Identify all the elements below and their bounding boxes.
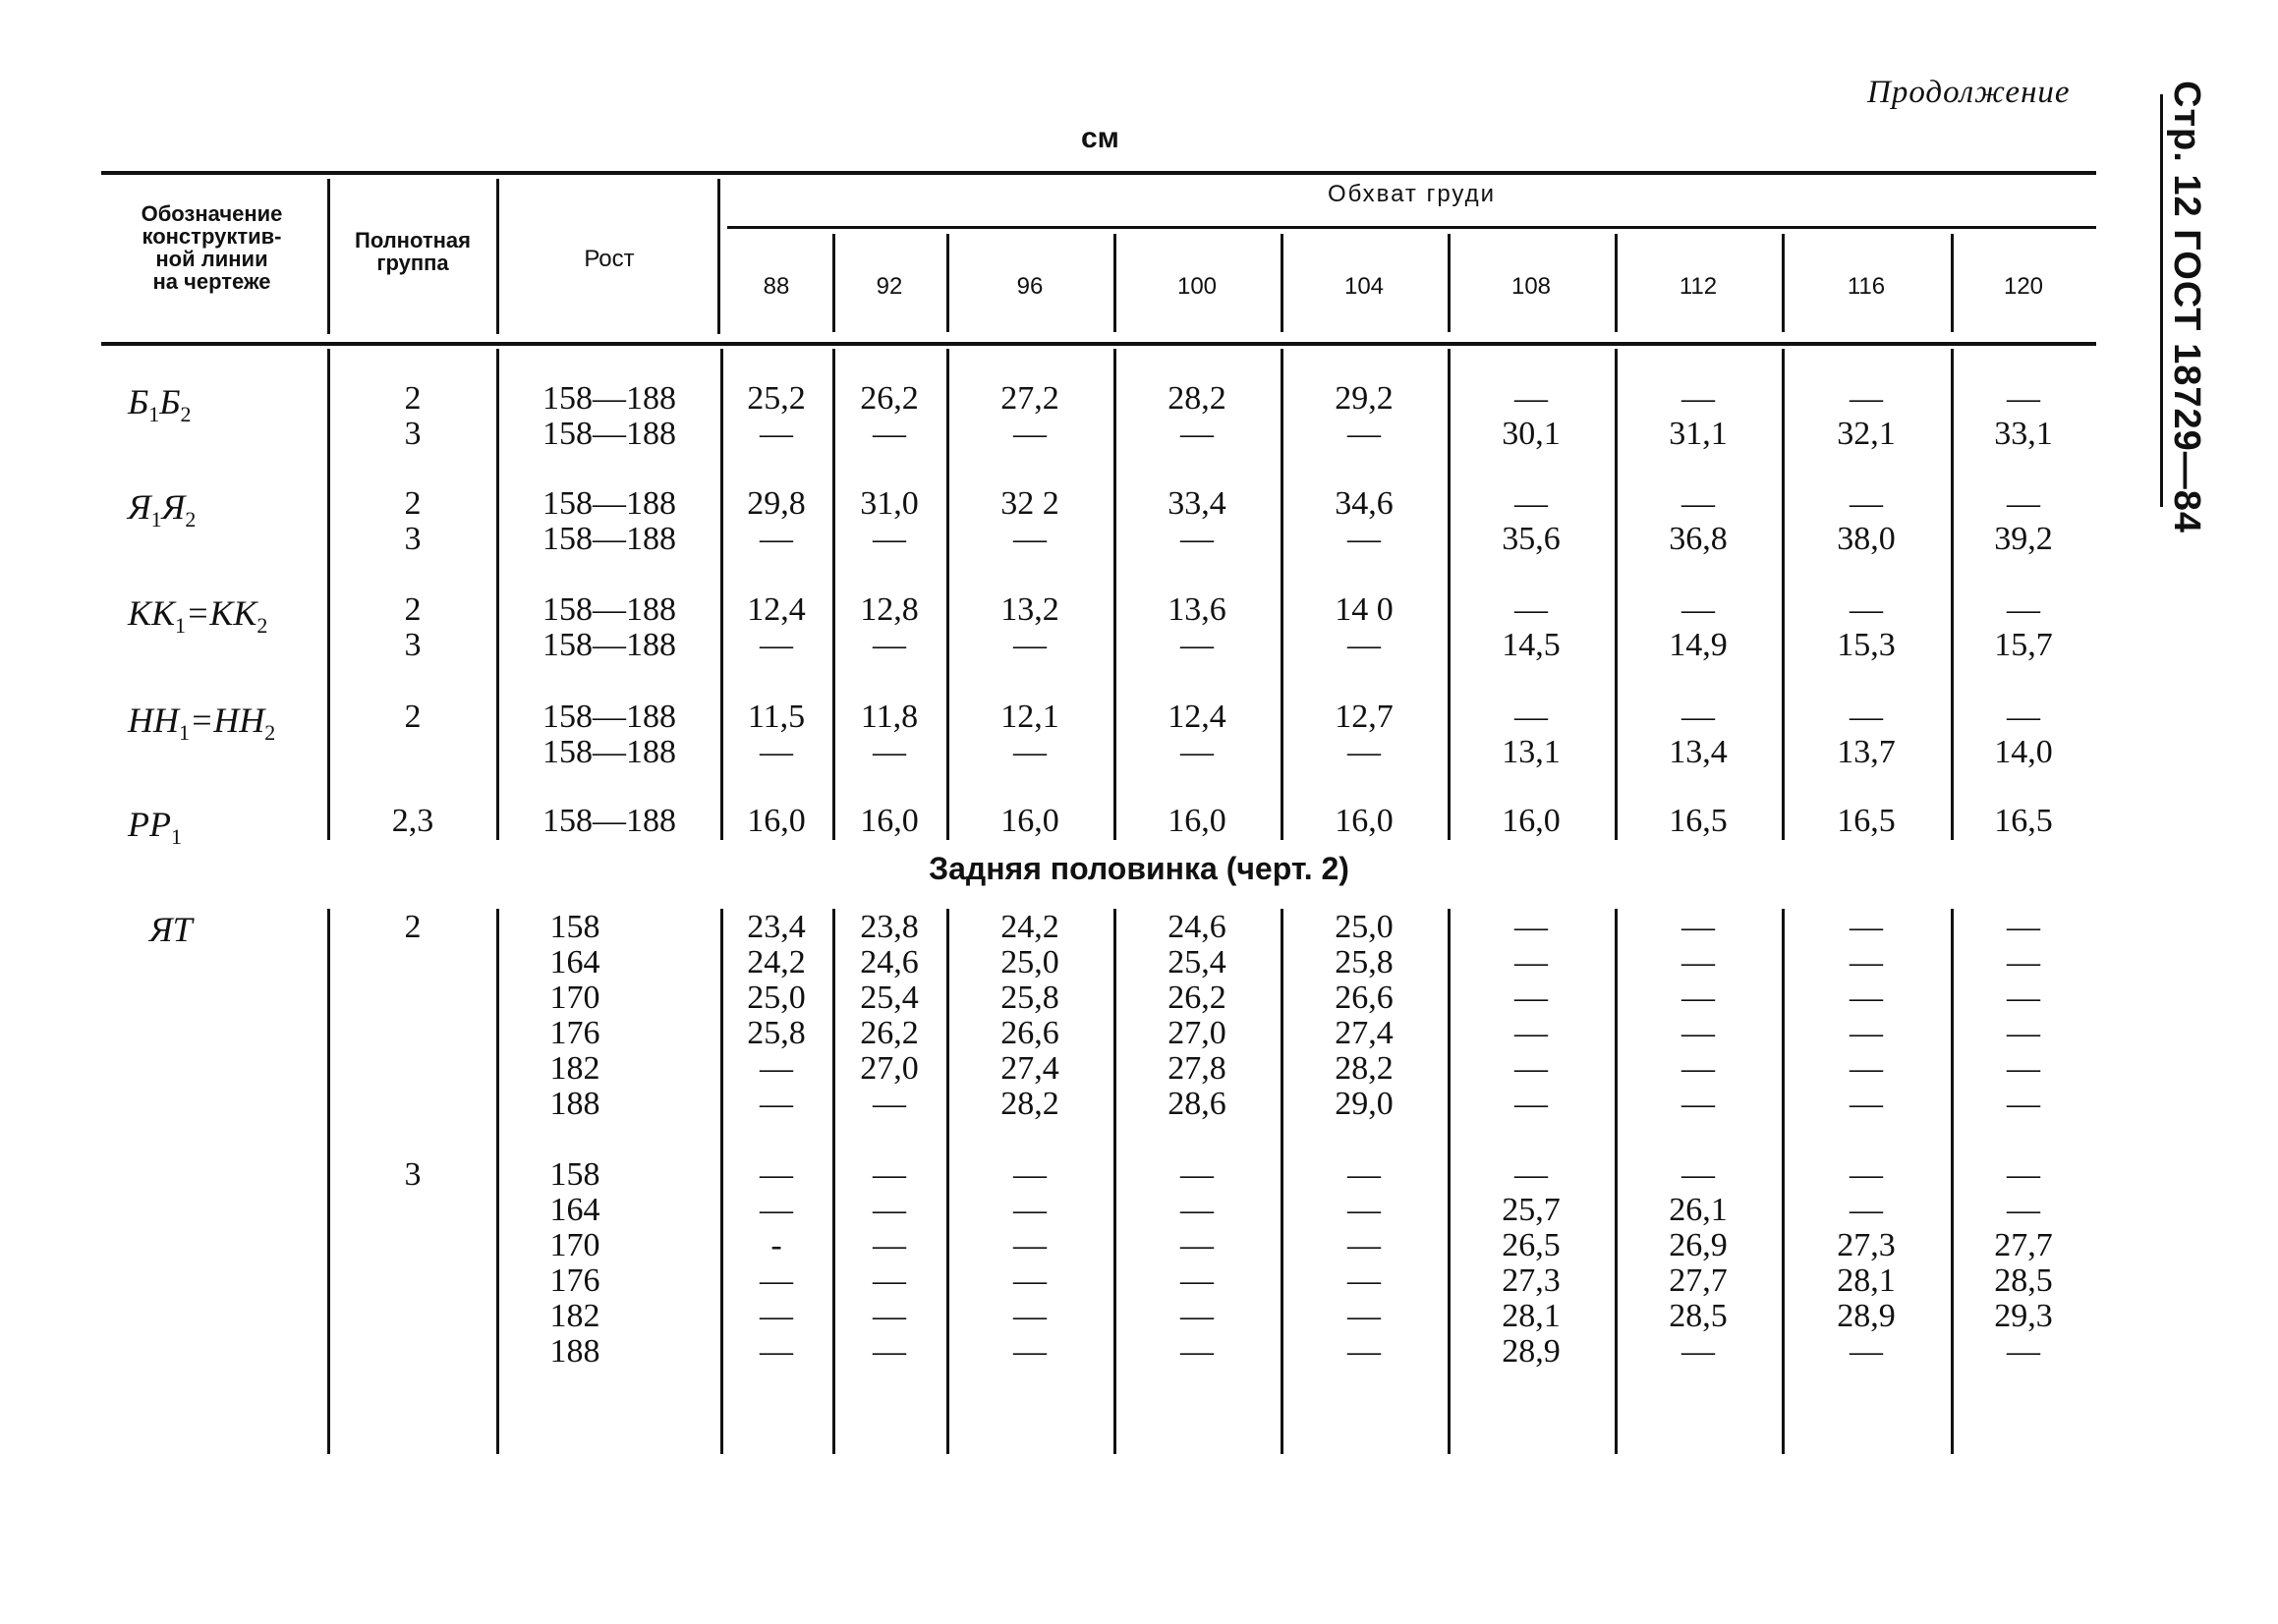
value-cell: — [1347, 734, 1381, 770]
value-cell: 25,8 [747, 1015, 806, 1051]
value-cell: 25,8 [1000, 980, 1059, 1016]
continuation-label: Продолжение [1867, 75, 2071, 110]
designation-part: KK [128, 593, 176, 633]
value-cell: 29,3 [1994, 1298, 2053, 1334]
value-cell: 30,1 [1502, 416, 1561, 452]
value-cell: 12,4 [1167, 699, 1226, 735]
value-cell: — [2007, 1333, 2040, 1370]
value-cell: 28,1 [1502, 1298, 1561, 1334]
value-cell: 13,2 [1000, 591, 1059, 628]
value-cell: — [1850, 1156, 1883, 1193]
value-cell: — [873, 416, 906, 452]
value-cell: — [1681, 485, 1715, 522]
value-cell: 35,6 [1502, 521, 1561, 557]
block-height: 164 [549, 1192, 600, 1228]
value-cell: — [1514, 591, 1548, 628]
value-cell: 13,1 [1502, 734, 1561, 770]
value-cell: — [1013, 1298, 1047, 1334]
value-cell: — [1347, 1156, 1381, 1193]
block-height: 158 [549, 1156, 600, 1193]
row-group: 3 [404, 416, 422, 452]
value-cell: — [1013, 521, 1047, 557]
value-cell: 25,4 [860, 980, 919, 1016]
value-cell: 29,0 [1335, 1086, 1394, 1122]
value-cell: — [2007, 1192, 2040, 1228]
designation-part: 2 [180, 402, 192, 427]
block-height: 176 [549, 1262, 600, 1299]
value-cell: 27,0 [1167, 1015, 1226, 1051]
value-cell: — [1514, 909, 1548, 945]
value-cell: 28,5 [1994, 1262, 2053, 1299]
value-cell: — [873, 1298, 906, 1334]
body-vline [496, 909, 499, 1454]
value-cell: 15,7 [1994, 627, 2053, 663]
designation-part: 1 [170, 824, 182, 850]
header-bottom-rule [101, 342, 2096, 346]
value-cell: 25,0 [1335, 909, 1394, 945]
block-height: 182 [549, 1050, 600, 1087]
value-cell: — [873, 1262, 906, 1299]
value-cell: — [1180, 1333, 1214, 1370]
header-designation-line: конструктив- [142, 224, 282, 249]
block-height: 188 [549, 1333, 600, 1370]
body-vline [327, 909, 330, 1454]
value-cell: — [1013, 416, 1047, 452]
header-fullness-line: группа [376, 251, 449, 275]
value-cell: 28,2 [1000, 1086, 1059, 1122]
value-cell: 12,7 [1335, 699, 1394, 735]
row-designation [128, 486, 196, 532]
value-cell: 38,0 [1837, 521, 1896, 557]
value-cell: 16,5 [1994, 803, 2053, 839]
value-cell: — [1180, 1298, 1214, 1334]
value-cell: 26,6 [1335, 980, 1394, 1016]
header-designation-line: Обозначение [141, 201, 283, 226]
row-group: 3 [404, 521, 422, 557]
page-side-header: Стр. 12 ГОСТ 18729—84 [2166, 81, 2207, 534]
row-height: 158—188 [542, 627, 676, 663]
header-designation-line: на чертеже [152, 269, 271, 294]
value-cell: — [1850, 1192, 1883, 1228]
designation-part: HH [128, 700, 179, 740]
designation-part: 1 [150, 507, 162, 532]
value-cell: — [873, 1156, 906, 1193]
value-cell: — [1347, 416, 1381, 452]
value-cell: 32,1 [1837, 416, 1896, 452]
value-cell: — [760, 1086, 793, 1122]
chest-size-header: 92 [876, 273, 903, 300]
block-height: 158 [549, 909, 600, 945]
block-group: 3 [404, 1156, 422, 1193]
value-cell: — [1013, 1227, 1047, 1263]
value-cell: — [2007, 485, 2040, 522]
value-cell: 24,6 [1167, 909, 1226, 945]
row-group: 2 [404, 591, 422, 628]
header-chest-girth: Обхват груди [1327, 181, 1497, 207]
row-height: 158—188 [542, 803, 676, 839]
unit-label: см [1081, 122, 1119, 154]
value-cell: — [2007, 944, 2040, 980]
value-cell: — [760, 1298, 793, 1334]
value-cell: — [1850, 944, 1883, 980]
value-cell: 26,5 [1502, 1227, 1561, 1263]
value-cell: 27,7 [1669, 1262, 1728, 1299]
value-cell: — [1514, 944, 1548, 980]
value-cell: 14,9 [1669, 627, 1728, 663]
value-cell: 14,5 [1502, 627, 1561, 663]
value-cell: — [760, 416, 793, 452]
row-group: 2,3 [391, 803, 434, 839]
chest-size-header: 104 [1343, 273, 1385, 300]
designation-part: Б [128, 382, 149, 421]
value-cell: 24,6 [860, 944, 919, 980]
row-height: 158—188 [542, 521, 676, 557]
row-designation [128, 804, 182, 850]
value-cell: — [2007, 591, 2040, 628]
value-cell: — [1681, 909, 1715, 945]
value-cell: 25,4 [1167, 944, 1226, 980]
value-cell: — [2007, 1156, 2040, 1193]
value-cell: — [873, 521, 906, 557]
value-cell: 32 2 [1000, 485, 1059, 522]
value-cell: 27,4 [1000, 1050, 1059, 1087]
block-height: 182 [549, 1298, 600, 1334]
chest-size-header: 120 [2003, 273, 2044, 300]
value-cell: — [1180, 521, 1214, 557]
value-cell: — [760, 1050, 793, 1087]
value-cell: — [1013, 734, 1047, 770]
value-cell: - [770, 1227, 782, 1263]
row-designation [128, 592, 267, 639]
value-cell: 26,6 [1000, 1015, 1059, 1051]
value-cell: 33,4 [1167, 485, 1226, 522]
value-cell: 13,7 [1837, 734, 1896, 770]
value-cell: — [873, 627, 906, 663]
designation-part: 2 [185, 507, 197, 532]
value-cell: 26,1 [1669, 1192, 1728, 1228]
value-cell: — [1850, 591, 1883, 628]
value-cell: 36,8 [1669, 521, 1728, 557]
value-cell: — [1681, 1333, 1715, 1370]
designation-part: Я [161, 487, 186, 527]
value-cell: — [1514, 1156, 1548, 1193]
value-cell: 16,5 [1669, 803, 1728, 839]
header-fullness-group [332, 229, 493, 274]
value-cell: — [1347, 1227, 1381, 1263]
block-height: 188 [549, 1086, 600, 1122]
value-cell: — [873, 1227, 906, 1263]
chest-size-header: 96 [1016, 273, 1044, 300]
value-cell: — [2007, 380, 2040, 417]
value-cell: — [1514, 699, 1548, 735]
value-cell: 28,5 [1669, 1298, 1728, 1334]
chest-size-header: 116 [1847, 273, 1886, 300]
value-cell: 28,1 [1837, 1262, 1896, 1299]
value-cell: 16,0 [1000, 803, 1059, 839]
value-cell: — [1681, 1050, 1715, 1087]
value-cell: 26,2 [1167, 980, 1226, 1016]
value-cell: — [1850, 380, 1883, 417]
header-vline [327, 179, 330, 334]
value-cell: 33,1 [1994, 416, 2053, 452]
value-cell: — [1850, 699, 1883, 735]
value-cell: — [1013, 1333, 1047, 1370]
value-cell: 28,9 [1837, 1298, 1896, 1334]
row-height: 158—188 [542, 591, 676, 628]
value-cell: 28,9 [1502, 1333, 1561, 1370]
value-cell: — [2007, 909, 2040, 945]
row-designation [128, 700, 275, 746]
value-cell: 34,6 [1335, 485, 1394, 522]
value-cell: — [2007, 1015, 2040, 1051]
value-cell: — [760, 1156, 793, 1193]
value-cell: — [1681, 980, 1715, 1016]
row-designation [128, 381, 191, 427]
chest-size-header: 108 [1510, 273, 1552, 300]
value-cell: — [1514, 485, 1548, 522]
value-cell: — [1347, 1333, 1381, 1370]
value-cell: — [1850, 1333, 1883, 1370]
value-cell: — [1347, 1262, 1381, 1299]
value-cell: 16,0 [1335, 803, 1394, 839]
designation-part: 1 [179, 720, 190, 746]
chest-header-rule [727, 226, 2096, 229]
value-cell: 28,6 [1167, 1086, 1226, 1122]
designation-part: 2 [256, 613, 268, 639]
value-cell: — [1850, 909, 1883, 945]
value-cell: 31,0 [860, 485, 919, 522]
value-cell: 16,5 [1837, 803, 1896, 839]
value-cell: — [760, 734, 793, 770]
value-cell: — [2007, 699, 2040, 735]
value-cell: — [1180, 1156, 1214, 1193]
value-cell: — [873, 1192, 906, 1228]
value-cell: — [760, 1262, 793, 1299]
value-cell: — [1347, 1298, 1381, 1334]
header-designation-line: ной линии [155, 247, 268, 271]
value-cell: — [760, 627, 793, 663]
value-cell: 12,1 [1000, 699, 1059, 735]
value-cell: — [2007, 1050, 2040, 1087]
value-cell: 16,0 [1502, 803, 1561, 839]
value-cell: 39,2 [1994, 521, 2053, 557]
value-cell: — [1347, 521, 1381, 557]
value-cell: 27,3 [1837, 1227, 1896, 1263]
value-cell: 23,4 [747, 909, 806, 945]
value-cell: 27,8 [1167, 1050, 1226, 1087]
designation-part: =KK [186, 593, 257, 633]
value-cell: 24,2 [747, 944, 806, 980]
designation-part: Б [159, 382, 181, 421]
value-cell: 16,0 [747, 803, 806, 839]
value-cell: — [873, 1086, 906, 1122]
value-cell: — [1180, 1227, 1214, 1263]
value-cell: — [1850, 1015, 1883, 1051]
row-group: 2 [404, 699, 422, 735]
block-group: 2 [404, 909, 422, 945]
value-cell: — [1514, 1015, 1548, 1051]
value-cell: 14,0 [1994, 734, 2053, 770]
value-cell: — [1681, 1086, 1715, 1122]
value-cell: — [760, 1192, 793, 1228]
value-cell: — [2007, 980, 2040, 1016]
header-height: Рост [584, 246, 635, 272]
body-vline [327, 349, 330, 840]
value-cell: 29,8 [747, 485, 806, 522]
value-cell: — [1180, 734, 1214, 770]
chest-size-header: 112 [1679, 273, 1718, 300]
value-cell: 24,2 [1000, 909, 1059, 945]
value-cell: 14 0 [1335, 591, 1394, 628]
section2-designation: ЯТ [149, 910, 193, 949]
value-cell: 27,3 [1502, 1262, 1561, 1299]
value-cell: — [1514, 380, 1548, 417]
value-cell: — [1850, 1086, 1883, 1122]
header-fullness-line: Полнотная [355, 228, 471, 252]
value-cell: — [1514, 980, 1548, 1016]
value-cell: 26,2 [860, 380, 919, 417]
value-cell: 26,2 [860, 1015, 919, 1051]
row-height: 158—188 [542, 699, 676, 735]
value-cell: — [1850, 980, 1883, 1016]
block-height: 170 [549, 1227, 600, 1263]
block-height: 170 [549, 980, 600, 1016]
row-height: 158—188 [542, 485, 676, 522]
value-cell: — [1013, 1192, 1047, 1228]
value-cell: 25,0 [747, 980, 806, 1016]
row-group: 2 [404, 380, 422, 417]
value-cell: 27,0 [860, 1050, 919, 1087]
value-cell: 31,1 [1669, 416, 1728, 452]
value-cell: 13,6 [1167, 591, 1226, 628]
value-cell: — [1514, 1050, 1548, 1087]
value-cell: — [760, 521, 793, 557]
section-title-back-half: Задняя половинка (черт. 2) [929, 851, 1349, 886]
value-cell: 12,8 [860, 591, 919, 628]
value-cell: 26,9 [1669, 1227, 1728, 1263]
value-cell: 25,2 [747, 380, 806, 417]
value-cell: — [1347, 1192, 1381, 1228]
value-cell: — [1180, 627, 1214, 663]
designation-part: 1 [148, 402, 160, 427]
value-cell: — [1180, 1192, 1214, 1228]
block-height: 164 [549, 944, 600, 980]
value-cell: 27,7 [1994, 1227, 2053, 1263]
value-cell: — [2007, 1086, 2040, 1122]
value-cell: 16,0 [1167, 803, 1226, 839]
chest-size-header: 100 [1176, 273, 1218, 300]
value-cell: 11,5 [747, 699, 806, 735]
value-cell: — [1013, 1262, 1047, 1299]
value-cell: 28,2 [1167, 380, 1226, 417]
designation-part: 1 [175, 613, 187, 639]
value-cell: — [1514, 1086, 1548, 1122]
value-cell: 15,3 [1837, 627, 1896, 663]
value-cell: — [1180, 1262, 1214, 1299]
value-cell: — [873, 734, 906, 770]
side-rule [2160, 94, 2163, 507]
value-cell: 27,2 [1000, 380, 1059, 417]
value-cell: — [1347, 627, 1381, 663]
value-cell: — [1180, 416, 1214, 452]
value-cell: — [1850, 485, 1883, 522]
designation-part: PP [128, 805, 171, 844]
value-cell: 28,2 [1335, 1050, 1394, 1087]
value-cell: — [1013, 627, 1047, 663]
value-cell: 23,8 [860, 909, 919, 945]
block-height: 176 [549, 1015, 600, 1051]
value-cell: — [873, 1333, 906, 1370]
value-cell: 13,4 [1669, 734, 1728, 770]
value-cell: 25,7 [1502, 1192, 1561, 1228]
designation-part: 2 [264, 720, 276, 746]
value-cell: — [1681, 1015, 1715, 1051]
header-designation [101, 202, 322, 293]
value-cell: — [760, 1333, 793, 1370]
value-cell: — [1681, 944, 1715, 980]
row-height: 158—188 [542, 380, 676, 417]
value-cell: — [1681, 1156, 1715, 1193]
table-top-rule [101, 171, 2096, 175]
row-height: 158—188 [542, 734, 676, 770]
row-group: 2 [404, 485, 422, 522]
value-cell: 25,8 [1335, 944, 1394, 980]
body-vline [496, 349, 499, 840]
value-cell: 12,4 [747, 591, 806, 628]
designation-part: Я [128, 487, 151, 527]
value-cell: 16,0 [860, 803, 919, 839]
value-cell: — [1681, 591, 1715, 628]
value-cell: — [1681, 699, 1715, 735]
value-cell: 29,2 [1335, 380, 1394, 417]
chest-size-header: 88 [763, 273, 790, 300]
value-cell: 25,0 [1000, 944, 1059, 980]
header-vline [496, 179, 499, 334]
header-vline [717, 179, 720, 334]
designation-part: =HH [190, 700, 265, 740]
row-group: 3 [404, 627, 422, 663]
row-height: 158—188 [542, 416, 676, 452]
value-cell: — [1850, 1050, 1883, 1087]
value-cell: — [1013, 1156, 1047, 1193]
value-cell: 27,4 [1335, 1015, 1394, 1051]
value-cell: — [1681, 380, 1715, 417]
value-cell: 11,8 [860, 699, 919, 735]
